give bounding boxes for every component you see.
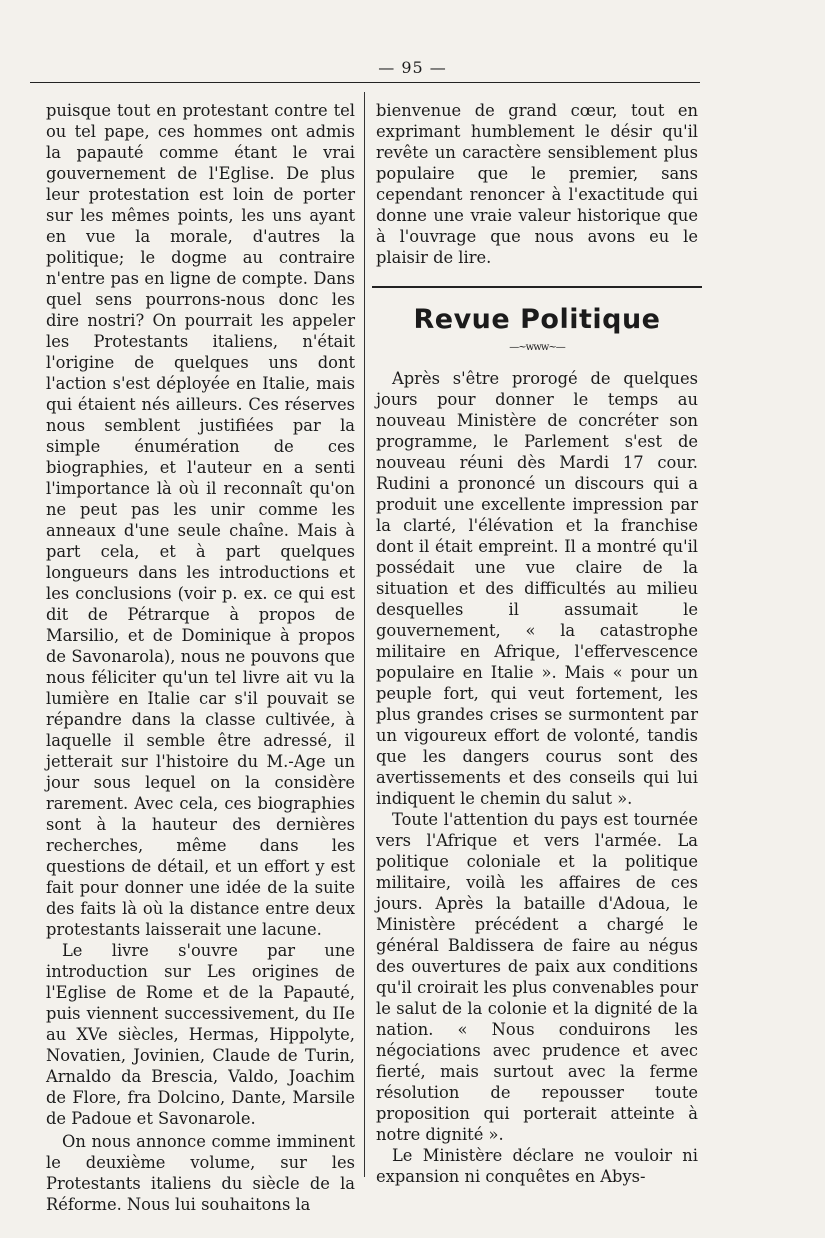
section-rule: [372, 286, 702, 288]
column-divider: [364, 92, 365, 1177]
header-rule: [30, 82, 700, 83]
left-paragraph-3: On nous annonce comme imminent le deuxième volume, sur les Protestants italiens du siècle de la Réforme. Nous lui souhaitons la: [46, 1132, 355, 1214]
section-heading: Revue Politique: [413, 304, 661, 335]
right-column: [376, 100, 698, 1187]
left-column: [46, 100, 355, 1215]
page-number: — 95 —: [378, 58, 447, 77]
right-intro-paragraph: bienvenue de grand cœur, tout en exprimant humblement le désir qu'il revête un caractère sensiblement plus populaire que le premier, sans cependant renoncer à l'exactitude qui donne une vraie valeur historique que à l'ouvrage que nous avons eu le plaisir de lire.: [376, 101, 698, 267]
left-paragraph-1: puisque tout en protestant contre tel ou tel pape, ces hommes ont admis la papauté comme étant le vrai gouvernement de l'Eglise. De plus leur protestation est loin de porter sur les mêmes points, les uns ayant en vue la morale, d'autres la politique; le dogme au contraire n'entre pas en ligne de compte. Dans quel sens pourrons-nous donc les dire nostri? On pourrait les appeler les Protestants italiens, n'était l'origine de quelques uns dont l'action s'est déployée en Italie, mais qui étaient nés ailleurs. Ces réserves nous semblent justifiées par la simple énumération de ces biographies, et l'auteur en a senti l'importance là où il reconnaît qu'on ne peut pas les unir comme les anneaux d'une seule chaîne. Mais à part cela, et à part quelques longueurs dans les introductions et les conclusions (voir p. ex. ce qui est dit de Pétrarque à propos de Marsilio, et de Dominique à propos de Savonarola), nous ne pouvons que nous féliciter qu'un tel livre ait vu la lumière en Italie car s'il pouvait se répandre dans la classe cultivée, à laquelle il semble être adressé, il jetterait sur l'histoire du M.-Age un jour sous lequel on la considère rarement. Avec cela, ces biographies sont à la hauteur des dernières recherches, même dans les questions de détail, et un effort y est fait pour donner une idée de la suite des faits là où la distance entre deux protestants laisserait une lacune.: [46, 101, 355, 939]
right-paragraph-2: Toute l'attention du pays est tournée vers l'Afrique et vers l'armée. La politique coloniale et la politique militaire, voilà les affaires de ces jours. Après la bataille d'Adoua, le Ministère précédent a chargé le général Baldissera de faire au négus des ouvertures de paix aux conditions qu'il croirait les plus convenables pour le salut de la colonie et la dignité de la nation. « Nous conduirons les négociations avec prudence et avec fierté, mais surtout avec la ferme résolution de repousser toute proposition qui porterait atteinte à notre dignité ».: [376, 810, 698, 1144]
left-paragraph-2: Le livre s'ouvre par une introduction sur Les origines de l'Eglise de Rome et de la Papauté, puis viennent successivement, du IIe au XVe siècles, Hermas, Hippolyte, Novatien, Jovinien, Claude de Turin, Arnaldo da Brescia, Valdo, Joachim de Flore, fra Dolcino, Dante, Marsile de Padoue et Savonarole.: [46, 941, 355, 1128]
right-paragraph-1: Après s'être prorogé de quelques jours pour donner le temps au nouveau Ministère de concréter son programme, le Parlement s'est de nouveau réuni dès Mardi 17 cour. Rudini a prononcé un discours qui a produit une excellente impression par la clarté, l'élévation et la franchise dont il était empreint. Il a montré qu'il possédait une vue claire de la situation et des difficultés au milieu desquelles il assumait le gouvernement, « la catastrophe militaire en Afrique, l'effervescence populaire en Italie ». Mais « pour un peuple fort, qui veut fortement, les plus grandes crises se surmontent par un vigoureux effort de volonté, tandis que les dangers courus sont des avertissements et des conseils qui lui indiquent le chemin du salut ».: [376, 369, 698, 808]
heading-ornament: —~www~—: [509, 342, 565, 353]
right-paragraph-3: Le Ministère déclare ne vouloir ni expansion ni conquêtes en Abys-: [376, 1146, 698, 1186]
